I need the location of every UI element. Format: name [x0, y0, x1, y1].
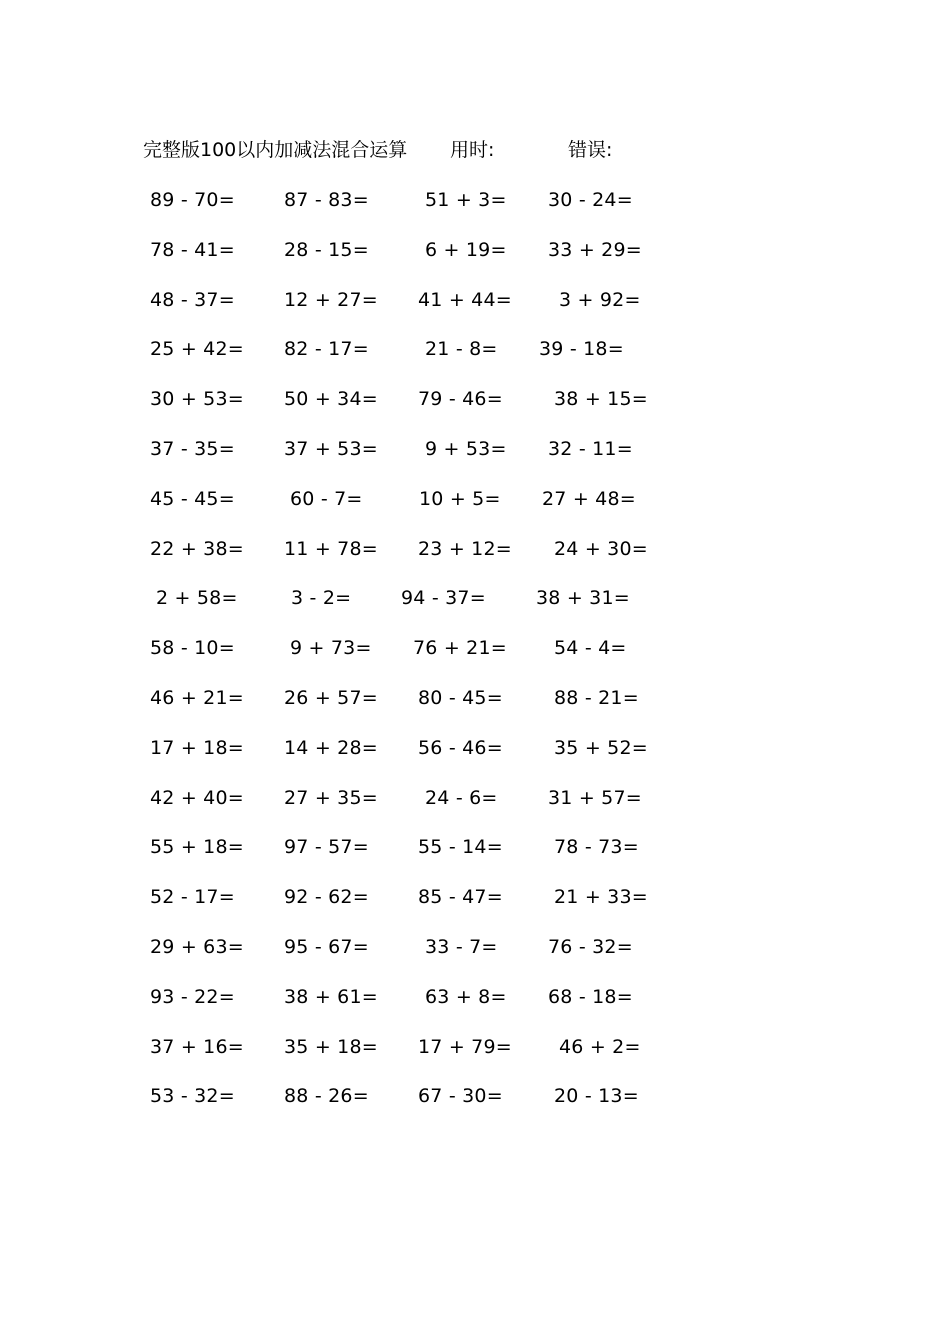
problem-cell: 21 + 33=: [554, 886, 648, 909]
problem-cell: 95 - 67=: [284, 935, 369, 958]
problem-row: [0, 784, 950, 834]
problem-cell: 3 - 2=: [291, 587, 352, 610]
problem-cell: 76 - 32=: [548, 935, 633, 958]
problem-cell: 30 - 24=: [548, 189, 633, 211]
problem-cell: 63 + 8=: [425, 985, 507, 1008]
problem-cell: 82 - 17=: [284, 338, 369, 361]
problem-cell: 17 + 79=: [418, 1035, 512, 1058]
problem-cell: 38 + 31=: [536, 587, 630, 610]
problem-row: [0, 1033, 950, 1083]
problem-row: [0, 933, 950, 983]
problem-cell: 76 + 21=: [413, 637, 507, 660]
problem-row: [0, 286, 950, 336]
problem-cell: 22 + 38=: [150, 537, 244, 560]
problem-row: [0, 734, 950, 784]
problem-row: [0, 833, 950, 883]
problem-row: [0, 335, 950, 385]
problem-cell: 24 - 6=: [425, 786, 498, 809]
problem-cell: 35 + 18=: [284, 1035, 378, 1058]
problem-cell: 24 + 30=: [554, 537, 648, 560]
page-title: 完整版100以内加减法混合运算: [143, 139, 408, 161]
problem-cell: 14 + 28=: [284, 736, 378, 759]
problem-cell: 20 - 13=: [554, 1085, 639, 1108]
problem-cell: 37 + 53=: [284, 437, 378, 460]
problem-cell: 32 - 11=: [548, 437, 633, 460]
errors-label: 错误:: [568, 139, 613, 161]
problem-cell: 60 - 7=: [290, 487, 363, 510]
problem-cell: 46 + 21=: [150, 686, 244, 709]
problem-cell: 17 + 18=: [150, 736, 244, 759]
problem-cell: 33 + 29=: [548, 238, 642, 261]
header-row: [143, 136, 663, 164]
problem-row: [0, 535, 950, 585]
problem-cell: 27 + 35=: [284, 786, 378, 809]
problem-cell: 26 + 57=: [284, 686, 378, 709]
problem-cell: 52 - 17=: [150, 886, 235, 909]
problem-row: [0, 1082, 950, 1132]
problem-cell: 78 - 73=: [554, 836, 639, 859]
problem-cell: 88 - 26=: [284, 1085, 369, 1108]
problem-cell: 93 - 22=: [150, 985, 235, 1008]
problem-cell: 12 + 27=: [284, 288, 378, 311]
problem-row: [0, 883, 950, 933]
problem-cell: 37 + 16=: [150, 1035, 244, 1058]
problem-cell: 51 + 3=: [425, 189, 507, 211]
problem-cell: 6 + 19=: [425, 238, 507, 261]
problem-cell: 38 + 15=: [554, 388, 648, 411]
problem-cell: 45 - 45=: [150, 487, 235, 510]
problem-cell: 88 - 21=: [554, 686, 639, 709]
problem-cell: 97 - 57=: [284, 836, 369, 859]
problem-cell: 25 + 42=: [150, 338, 244, 361]
problem-cell: 55 - 14=: [418, 836, 503, 859]
problem-cell: 35 + 52=: [554, 736, 648, 759]
problem-cell: 33 - 7=: [425, 935, 498, 958]
problem-cell: 54 - 4=: [554, 637, 627, 660]
problem-cell: 94 - 37=: [401, 587, 486, 610]
problem-cell: 11 + 78=: [284, 537, 378, 560]
problem-cell: 87 - 83=: [284, 189, 369, 211]
problem-cell: 67 - 30=: [418, 1085, 503, 1108]
problem-cell: 79 - 46=: [418, 388, 503, 411]
problem-cell: 42 + 40=: [150, 786, 244, 809]
problem-cell: 21 - 8=: [425, 338, 498, 361]
problem-cell: 48 - 37=: [150, 288, 235, 311]
problem-row: [0, 584, 950, 634]
problem-row: [0, 634, 950, 684]
problem-cell: 38 + 61=: [284, 985, 378, 1008]
problem-row: [0, 435, 950, 485]
problem-cell: 31 + 57=: [548, 786, 642, 809]
problem-cell: 55 + 18=: [150, 836, 244, 859]
problem-row: [0, 385, 950, 435]
problem-cell: 37 - 35=: [150, 437, 235, 460]
problem-cell: 78 - 41=: [150, 238, 235, 261]
problem-cell: 9 + 73=: [290, 637, 372, 660]
problem-row: [0, 485, 950, 535]
problem-row: [0, 983, 950, 1033]
problem-cell: 56 - 46=: [418, 736, 503, 759]
problem-cell: 10 + 5=: [419, 487, 501, 510]
problem-cell: 23 + 12=: [418, 537, 512, 560]
problem-cell: 2 + 58=: [156, 587, 238, 610]
problem-cell: 9 + 53=: [425, 437, 507, 460]
problem-cell: 85 - 47=: [418, 886, 503, 909]
time-label: 用时:: [450, 139, 495, 161]
problem-cell: 30 + 53=: [150, 388, 244, 411]
problem-cell: 39 - 18=: [539, 338, 624, 361]
problem-cell: 89 - 70=: [150, 189, 235, 211]
problem-cell: 46 + 2=: [559, 1035, 641, 1058]
problem-cell: 27 + 48=: [542, 487, 636, 510]
problem-cell: 92 - 62=: [284, 886, 369, 909]
problem-cell: 58 - 10=: [150, 637, 235, 660]
problem-cell: 80 - 45=: [418, 686, 503, 709]
problem-cell: 29 + 63=: [150, 935, 244, 958]
problem-cell: 50 + 34=: [284, 388, 378, 411]
problem-cell: 28 - 15=: [284, 238, 369, 261]
problem-cell: 3 + 92=: [559, 288, 641, 311]
problem-row: [0, 236, 950, 286]
problem-grid: [0, 186, 950, 1132]
problem-row: [0, 186, 950, 236]
problem-cell: 68 - 18=: [548, 985, 633, 1008]
problem-cell: 53 - 32=: [150, 1085, 235, 1108]
problem-row: [0, 684, 950, 734]
problem-cell: 41 + 44=: [418, 288, 512, 311]
